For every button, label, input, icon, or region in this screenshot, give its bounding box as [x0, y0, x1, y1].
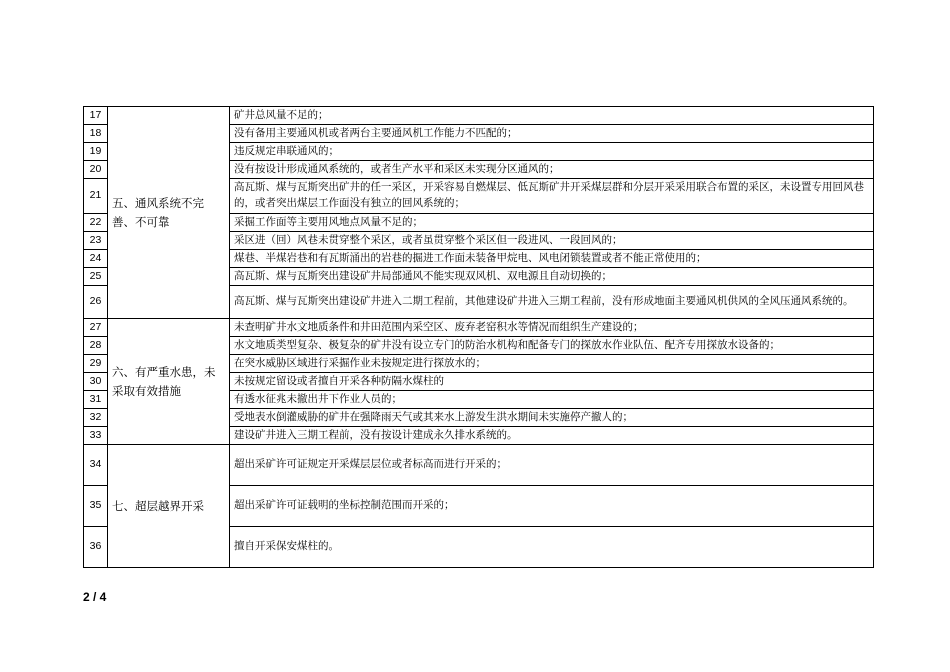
rule-text: 没有备用主要通风机或者两台主要通风机工作能力不匹配的；: [230, 125, 874, 143]
row-number: 20: [84, 161, 108, 179]
rule-text: 建设矿井进入三期工程前，没有按设计建成永久排水系统的。: [230, 427, 874, 445]
rule-text: 水文地质类型复杂、极复杂的矿井没有设立专门的防治水机构和配备专门的探放水作业队伍、配齐专用探放水设备的；: [230, 337, 874, 355]
row-number: 18: [84, 125, 108, 143]
row-number: 25: [84, 268, 108, 286]
row-number: 23: [84, 232, 108, 250]
row-number: 35: [84, 486, 108, 527]
rule-text: 高瓦斯、煤与瓦斯突出建设矿井局部通风不能实现双风机、双电源且自动切换的；: [230, 268, 874, 286]
rule-text: 未查明矿井水文地质条件和井田范围内采空区、废弃老窑积水等情况而组织生产建设的；: [230, 319, 874, 337]
rule-text: 有透水征兆未撤出井下作业人员的；: [230, 391, 874, 409]
table-row: [84, 107, 874, 125]
rule-text: 未按规定留设或者擅自开采各种防隔水煤柱的: [230, 373, 874, 391]
row-number: 26: [84, 286, 108, 319]
rule-text: 违反规定串联通风的；: [230, 143, 874, 161]
rule-text: 矿井总风量不足的；: [230, 107, 874, 125]
rule-text: 高瓦斯、煤与瓦斯突出矿井的任一采区，开采容易自燃煤层、低瓦斯矿井开采煤层群和分层开采采用联合布置的采区，未设置专用回风巷的，或者突出煤层工作面没有独立的回风系统的；: [230, 179, 874, 214]
rule-text: 受地表水倒灌威胁的矿井在强降雨天气或其来水上游发生洪水期间未实施停产撤人的；: [230, 409, 874, 427]
row-number: 24: [84, 250, 108, 268]
rule-text: 擅自开采保安煤柱的。: [230, 527, 874, 568]
row-number: 31: [84, 391, 108, 409]
category-cell: 七、超层越界开采: [108, 445, 230, 568]
table-row: [84, 445, 874, 486]
row-number: 34: [84, 445, 108, 486]
row-number: 30: [84, 373, 108, 391]
row-number: 17: [84, 107, 108, 125]
row-number: 29: [84, 355, 108, 373]
row-number: 28: [84, 337, 108, 355]
rule-text: 超出采矿许可证规定开采煤层层位或者标高而进行开采的；: [230, 445, 874, 486]
page-number: 2 / 4: [83, 590, 107, 604]
row-number: 36: [84, 527, 108, 568]
rule-text: 采区进（回）风巷未贯穿整个采区，或者虽贯穿整个采区但一段进风、一段回风的；: [230, 232, 874, 250]
rule-text: 在突水威胁区域进行采掘作业未按规定进行探放水的；: [230, 355, 874, 373]
row-number: 27: [84, 319, 108, 337]
rule-text: 煤巷、半煤岩巷和有瓦斯涌出的岩巷的掘进工作面未装备甲烷电、风电闭锁装置或者不能正常使用的；: [230, 250, 874, 268]
row-number: 32: [84, 409, 108, 427]
row-number: 21: [84, 179, 108, 214]
category-cell: 五、通风系统不完善、不可靠: [108, 107, 230, 319]
hazard-rules-table: [83, 106, 874, 568]
row-number: 22: [84, 214, 108, 232]
rule-text: 没有按设计形成通风系统的，或者生产水平和采区未实现分区通风的；: [230, 161, 874, 179]
row-number: 19: [84, 143, 108, 161]
rule-text: 采掘工作面等主要用风地点风量不足的；: [230, 214, 874, 232]
row-number: 33: [84, 427, 108, 445]
table-row: [84, 319, 874, 337]
rule-text: 超出采矿许可证载明的坐标控制范围而开采的；: [230, 486, 874, 527]
rule-text: 高瓦斯、煤与瓦斯突出建设矿井进入二期工程前，其他建设矿井进入三期工程前，没有形成地面主要通风机供风的全风压通风系统的。: [230, 286, 874, 319]
category-cell: 六、有严重水患，未采取有效措施: [108, 319, 230, 445]
